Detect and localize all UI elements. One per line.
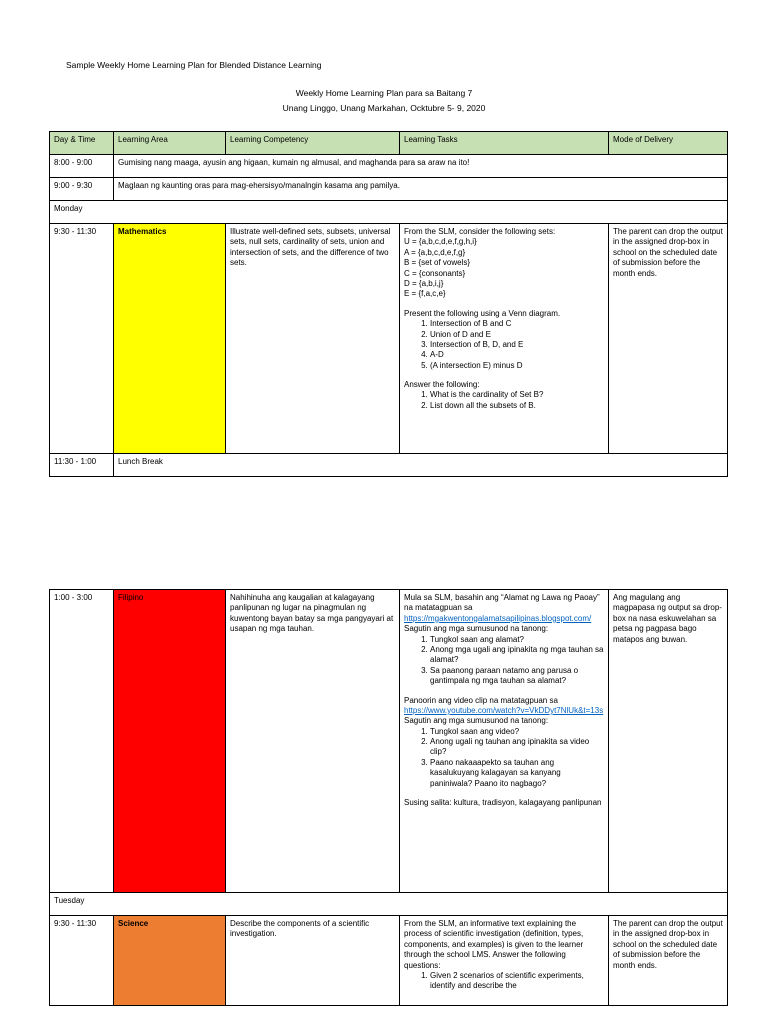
list-item: 2. Union of D and E bbox=[430, 330, 604, 340]
time-cell: 9:30 - 11:30 bbox=[50, 224, 114, 454]
tasks-intro: Mula sa SLM, basahin ang “Alamat ng Lawa ng Paoay” na matatagpuan sa bbox=[404, 593, 600, 613]
delivery-cell: Ang magulang ang magpapasa ng output sa drop-box na nasa eskuwelahan sa petsa ng pagpasa bago matapos ang buwan. bbox=[609, 590, 728, 893]
questions-intro: Sagutin ang mga sumusunod na tanong: bbox=[404, 624, 549, 634]
table-row-filipino bbox=[50, 590, 728, 893]
list-item: 2. Anong mga ugali ang ipinakita ng mga tauhan sa alamat? bbox=[430, 645, 604, 666]
blog-link[interactable]: https://mgakwentongalamatsapilipinas.blogspot.com/ bbox=[404, 613, 592, 623]
questions-intro: Sagutin ang mga sumusunod na tanong: bbox=[404, 716, 549, 726]
learning-plan-table-1 bbox=[49, 131, 728, 477]
time-cell: 11:30 - 1:00 bbox=[50, 454, 114, 477]
table-row-science bbox=[50, 916, 728, 1006]
delivery-cell: The parent can drop the output in the assigned drop-box in school on the scheduled date of submission before the month ends. bbox=[609, 916, 728, 1006]
list-item: 1. What is the cardinality of Set B? bbox=[430, 390, 604, 400]
column-header: Learning Area bbox=[114, 132, 226, 155]
learning-area-mathematics: Mathematics bbox=[114, 224, 226, 454]
set-line: U = {a,b,c,d,e,f,g,h,i} bbox=[404, 237, 477, 247]
video-intro: Panoorin ang video clip na matatagpuan sa bbox=[404, 695, 558, 705]
plan-title: Weekly Home Learning Plan para sa Baitang 7 bbox=[295, 88, 473, 98]
list-item: 3. Sa paanong paraan natamo ang parusa o gantimpala ng mga tauhan sa alamat? bbox=[430, 666, 604, 687]
competency-cell: Describe the components of a scientific investigation. bbox=[226, 916, 400, 1006]
column-header: Mode of Delivery bbox=[609, 132, 728, 155]
list-item: 1. Intersection of B and C bbox=[430, 319, 604, 329]
list-item: 4. A-D bbox=[430, 350, 604, 360]
week-line: Unang Linggo, Unang Markahan, Ocktubre 5- 9, 2020 bbox=[282, 103, 486, 113]
set-line: C = {consonants} bbox=[404, 268, 466, 278]
tasks-cell bbox=[400, 916, 609, 1006]
day-label-monday: Monday bbox=[50, 201, 728, 224]
venn-intro: Present the following using a Venn diagram. bbox=[404, 308, 561, 318]
list-item: 1. Tungkol saan ang video? bbox=[430, 727, 604, 737]
list-item: 3. Intersection of B, D, and E bbox=[430, 340, 604, 350]
time-cell: 1:00 - 3:00 bbox=[50, 590, 114, 893]
table-row-mathematics bbox=[50, 224, 728, 454]
list-item: 1. Given 2 scenarios of scientific experiments, identify and describe the bbox=[430, 971, 604, 992]
answer-list bbox=[404, 390, 604, 411]
activity-cell: Lunch Break bbox=[114, 454, 728, 477]
questions-list bbox=[404, 635, 604, 687]
set-line: D = {a,b,i,j} bbox=[404, 278, 444, 288]
set-line: A = {a,b,c,d,e,f,g} bbox=[404, 247, 466, 257]
answer-intro: Answer the following: bbox=[404, 380, 480, 390]
tasks-intro: From the SLM, consider the following sets: bbox=[404, 227, 556, 236]
venn-list bbox=[404, 319, 604, 371]
sample-title: Sample Weekly Home Learning Plan for Blended Distance Learning bbox=[66, 60, 322, 70]
day-row bbox=[50, 893, 728, 916]
list-item: 2. Anong ugali ng tauhan ang ipinakita sa video clip? bbox=[430, 737, 604, 758]
learning-area-science: Science bbox=[114, 916, 226, 1006]
delivery-cell: The parent can drop the output in the assigned drop-box in school on the scheduled date of submission before the month ends. bbox=[609, 224, 728, 454]
table-row bbox=[50, 178, 728, 201]
questions-list bbox=[404, 971, 604, 992]
questions-list bbox=[404, 727, 604, 789]
activity-cell: Gumising nang maaga, ayusin ang higaan, kumain ng almusal, and maghanda para sa araw na ito! bbox=[114, 155, 728, 178]
competency-cell: Illustrate well-defined sets, subsets, universal sets, null sets, cardinality of sets, union and intersection of sets, and the difference of two sets. bbox=[226, 224, 400, 454]
list-item: 3. Paano nakaaapekto sa tauhan ang kasalukuyang kalagayan sa kanyang paniniwala? Paano ito nagbago? bbox=[430, 758, 604, 789]
learning-area-filipino: Filipino bbox=[114, 590, 226, 893]
table-header-row bbox=[50, 132, 728, 155]
day-label-tuesday: Tuesday bbox=[50, 893, 728, 916]
table-row bbox=[50, 155, 728, 178]
time-cell: 8:00 - 9:00 bbox=[50, 155, 114, 178]
column-header: Learning Tasks bbox=[400, 132, 609, 155]
tasks-intro: From the SLM, an informative text explaining the process of scientific investigation (definition, types, components, and examples) is given to the learner through the school LMS. Answer the following questions: bbox=[404, 919, 584, 970]
tasks-cell bbox=[400, 224, 609, 454]
list-item: 5. (A intersection E) minus D bbox=[430, 361, 604, 371]
activity-cell: Maglaan ng kaunting oras para mag-ehersisyo/manalngin kasama ang pamilya. bbox=[114, 178, 728, 201]
list-item: 1. Tungkol saan ang alamat? bbox=[430, 635, 604, 645]
table-row bbox=[50, 454, 728, 477]
time-cell: 9:30 - 11:30 bbox=[50, 916, 114, 1006]
set-line: E = {f,a,c,e} bbox=[404, 289, 446, 299]
set-line: B = {set of vowels} bbox=[404, 258, 471, 268]
column-header: Learning Competency bbox=[226, 132, 400, 155]
video-link[interactable]: https://www.youtube.com/watch?v=VkDDyt7NlUk&t=13s bbox=[404, 705, 604, 715]
competency-cell: Nahihinuha ang kaugalian at kalagayang panlipunan ng lugar na pinagmulan ng kuwentong bayan batay sa mga pangyayari at usapan ng mga tauhan. bbox=[226, 590, 400, 893]
column-header: Day & Time bbox=[50, 132, 114, 155]
tasks-cell bbox=[400, 590, 609, 893]
list-item: 2. List down all the subsets of B. bbox=[430, 401, 604, 411]
day-row bbox=[50, 201, 728, 224]
learning-plan-table-2 bbox=[49, 589, 728, 1006]
keywords: Susing salita: kultura, tradisyon, kalagayang panlipunan bbox=[404, 798, 602, 808]
time-cell: 9:00 - 9:30 bbox=[50, 178, 114, 201]
